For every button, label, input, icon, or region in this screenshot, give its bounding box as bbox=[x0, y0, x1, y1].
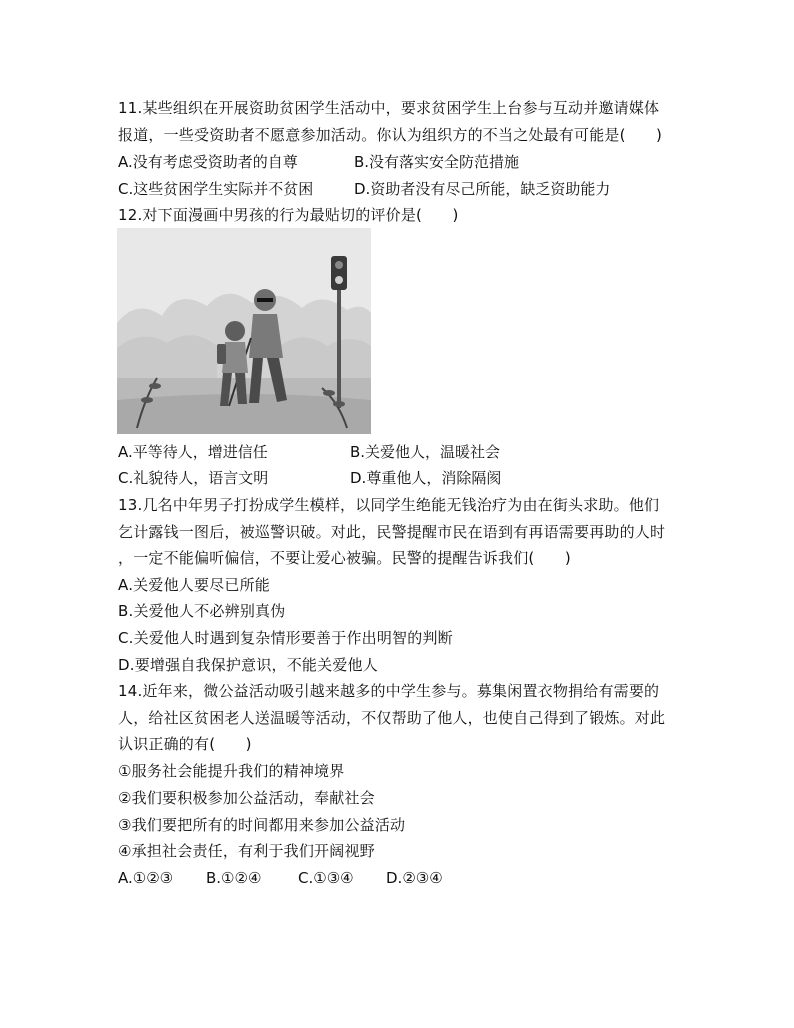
q14-statement-3: ③我们要把所有的时间都用来参加公益活动 bbox=[118, 816, 406, 834]
q13-option-d: D.要增强自我保护意识，不能关爱他人 bbox=[118, 656, 378, 674]
q14-option-c: C.①③④ bbox=[298, 869, 354, 887]
q14-statement-1: ①服务社会能提升我们的精神境界 bbox=[118, 762, 345, 780]
q14-option-d: D.②③④ bbox=[386, 869, 443, 887]
q13-stem-line3: ，一定不能偏听偏信，不要让爱心被骗。民警的提醒告诉我们( ) bbox=[118, 549, 571, 567]
q14-option-b: B.①②④ bbox=[206, 869, 262, 887]
q14-statement-4: ④承担社会责任，有利于我们开阔视野 bbox=[118, 842, 375, 860]
q11-stem-line2: 报道，一些受资助者不愿意参加活动。你认为组织方的不当之处最有可能是( ) bbox=[118, 126, 663, 144]
q13-stem-line1: 13.几名中年男子打扮成学生模样，以同学生绝能无钱治疗为由在街头求助。他们 bbox=[118, 496, 660, 514]
q12-option-a: A.平等待人，增进信任 bbox=[118, 443, 268, 461]
q14-option-a: A.①②③ bbox=[118, 869, 174, 887]
q11-option-a: A.没有考虑受资助者的自尊 bbox=[118, 153, 298, 171]
q12-option-c: C.礼貌待人，语言文明 bbox=[118, 469, 269, 487]
q14-stem-line2: 人，给社区贫困老人送温暖等活动，不仅帮助了他人，也使自己得到了锻炼。对此 bbox=[118, 709, 666, 727]
q12-option-d: D.尊重他人，消除隔阂 bbox=[350, 469, 502, 487]
q13-option-a: A.关爱他人要尽已所能 bbox=[118, 576, 270, 594]
q12-stem-line1: 12.对下面漫画中男孩的行为最贴切的评价是( ) bbox=[118, 206, 459, 224]
cartoon-boy-helping-blind-man bbox=[117, 228, 371, 434]
q11-option-d: D.资助者没有尽己所能，缺乏资助能力 bbox=[354, 180, 611, 198]
q14-statement-2: ②我们要积极参加公益活动，奉献社会 bbox=[118, 789, 375, 807]
q13-option-c: C.关爱他人时遇到复杂情形要善于作出明智的判断 bbox=[118, 629, 453, 647]
q14-stem-line1: 14.近年来，微公益活动吸引越来越多的中学生参与。募集闲置衣物捐给有需要的 bbox=[118, 682, 660, 700]
q13-option-b: B.关爱他人不必辨别真伪 bbox=[118, 602, 286, 620]
q11-option-b: B.没有落实安全防范措施 bbox=[354, 153, 520, 171]
q11-stem-line1: 11.某些组织在开展资助贫困学生活动中，要求贫困学生上台参与互动并邀请媒体 bbox=[118, 99, 660, 117]
q12-option-b: B.关爱他人，温暖社会 bbox=[350, 443, 501, 461]
q14-stem-line3: 认识正确的有( ) bbox=[118, 735, 252, 753]
q13-stem-line2: 乞计露钱一图后，被巡警识破。对此，民警提醒市民在语到有再语需要再助的人时 bbox=[118, 523, 666, 541]
q11-option-c: C.这些贫困学生实际并不贫困 bbox=[118, 180, 314, 198]
